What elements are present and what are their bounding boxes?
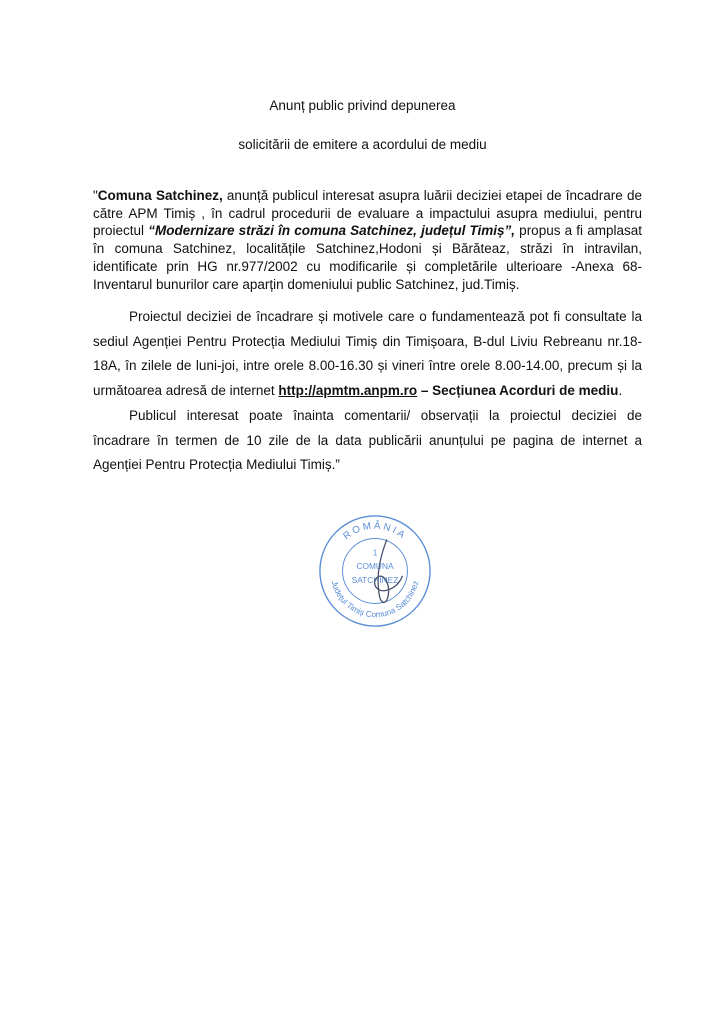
stamp-county: Județul Timiș Comuna Satchinez: [329, 579, 421, 620]
section-name: – Secțiunea Acorduri de mediu: [417, 382, 619, 398]
paragraph-text: Publicul interesat poate înainta comentarii/ observații la proiectul deciziei de încadrare în termen de 10 zile de la data publicării anunțului pe pagina de internet a Agenției Pentru Protecția Mediului Timiș.”: [93, 408, 642, 472]
official-stamp: [316, 512, 434, 630]
organization-name: Comuna Satchinez,: [97, 188, 223, 203]
open-quote: ": [93, 188, 98, 203]
announcement-title-line-2: solicitării de emitere a acordului de mediu: [238, 137, 487, 152]
project-name: “Modernizare străzi în comuna Satchinez, județul Timiș”,: [148, 223, 516, 239]
stamp-number: 1: [372, 548, 378, 558]
paragraph-text: propus a fi amplasat în comuna Satchinez, localitățile Satchinez,Hodoni și Bărăteaz, străzi în intravilan, identificate prin HG nr.977/2002 cu modificarile și completările ulterioare -Anexa 68-Inventarul bunurilor care aparțin domeniului public Satchinez, jud.Timiș.: [93, 223, 642, 292]
stamp-country: ROMÂNIA: [341, 520, 409, 543]
paragraph-announcement: [93, 187, 642, 293]
paragraph-end: .: [618, 382, 623, 398]
website-link[interactable]: http://apmtm.anpm.ro: [278, 382, 418, 398]
paragraph-text: Proiectul deciziei de încadrare și motivele care o fundamentează pot fi consultate la sediul Agenției Pentru Protecția Mediului Timiș din Timișoara, B-dul Liviu Rebreanu nr.18-18A, în zilele de luni-joi, intre orele 8.00-16.30 și vineri între orele 8.00-14.00, precum și la următoarea adresă de internet: [93, 309, 642, 398]
stamp-commune-label: COMUNA: [356, 561, 394, 572]
stamp-commune-name: SATCHINEZ: [351, 574, 399, 585]
paragraph-comments: [93, 404, 642, 478]
paragraph-consultation: [93, 305, 642, 403]
announcement-title-line-1: Anunț public privind depunerea: [269, 98, 456, 113]
paragraph-text: anunță publicul interesat asupra luării deciziei etapei de încadrare de către APM Timiș , în cadrul procedurii de evaluare a impactului asupra mediului, pentru proiectul: [93, 188, 642, 239]
